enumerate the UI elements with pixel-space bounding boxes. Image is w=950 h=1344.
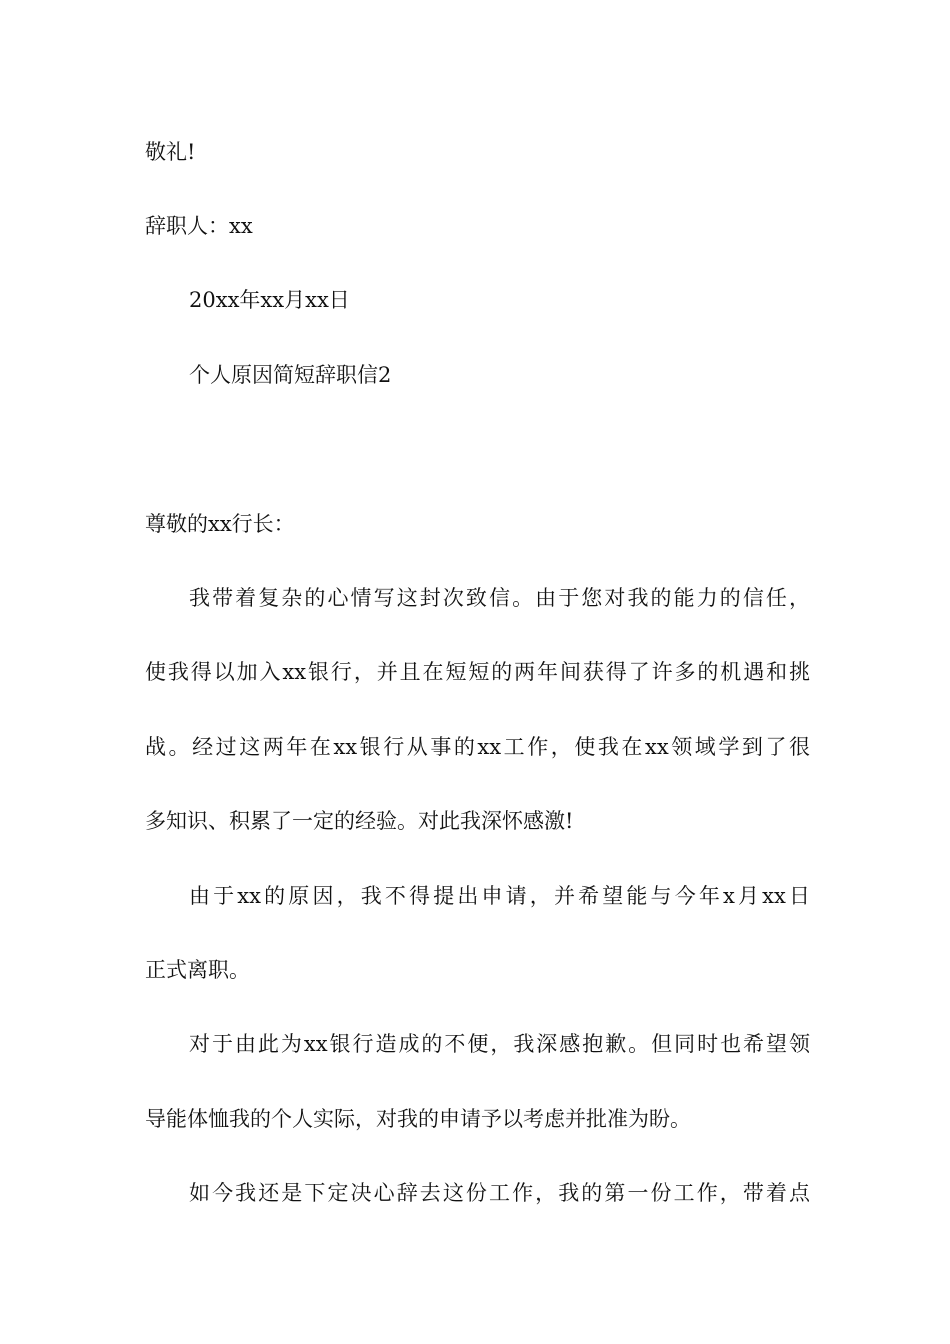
greeting-line: 尊敬的xx行长：: [145, 512, 295, 536]
paragraph-line: 使我得以加入xx银行，并且在短短的两年间获得了许多的机遇和挑: [145, 660, 810, 684]
paragraph-line: 导能体恤我的个人实际，对我的申请予以考虑并批准为盼。: [145, 1107, 691, 1131]
paragraph-line: 多知识、积累了一定的经验。对此我深怀感激!: [145, 809, 574, 833]
signature-line: 辞职人：xx: [145, 214, 253, 238]
paragraph-line: 如今我还是下定决心辞去这份工作，我的第一份工作，带着点: [189, 1181, 810, 1205]
section-heading: 个人原因简短辞职信2: [189, 363, 392, 387]
date-line: 20xx年xx月xx日: [189, 288, 350, 312]
paragraph-line: 战。经过这两年在xx银行从事的xx工作，使我在xx领域学到了很: [145, 735, 810, 759]
paragraph-line: 正式离职。: [145, 958, 250, 982]
closing-salutation: 敬礼!: [145, 140, 196, 164]
paragraph-line: 对于由此为xx银行造成的不便，我深感抱歉。但同时也希望领: [189, 1032, 810, 1056]
paragraph-line: 我带着复杂的心情写这封次致信。由于您对我的能力的信任，: [189, 586, 810, 610]
paragraph-line: 由于xx的原因，我不得提出申请，并希望能与今年x月xx日: [189, 884, 810, 908]
